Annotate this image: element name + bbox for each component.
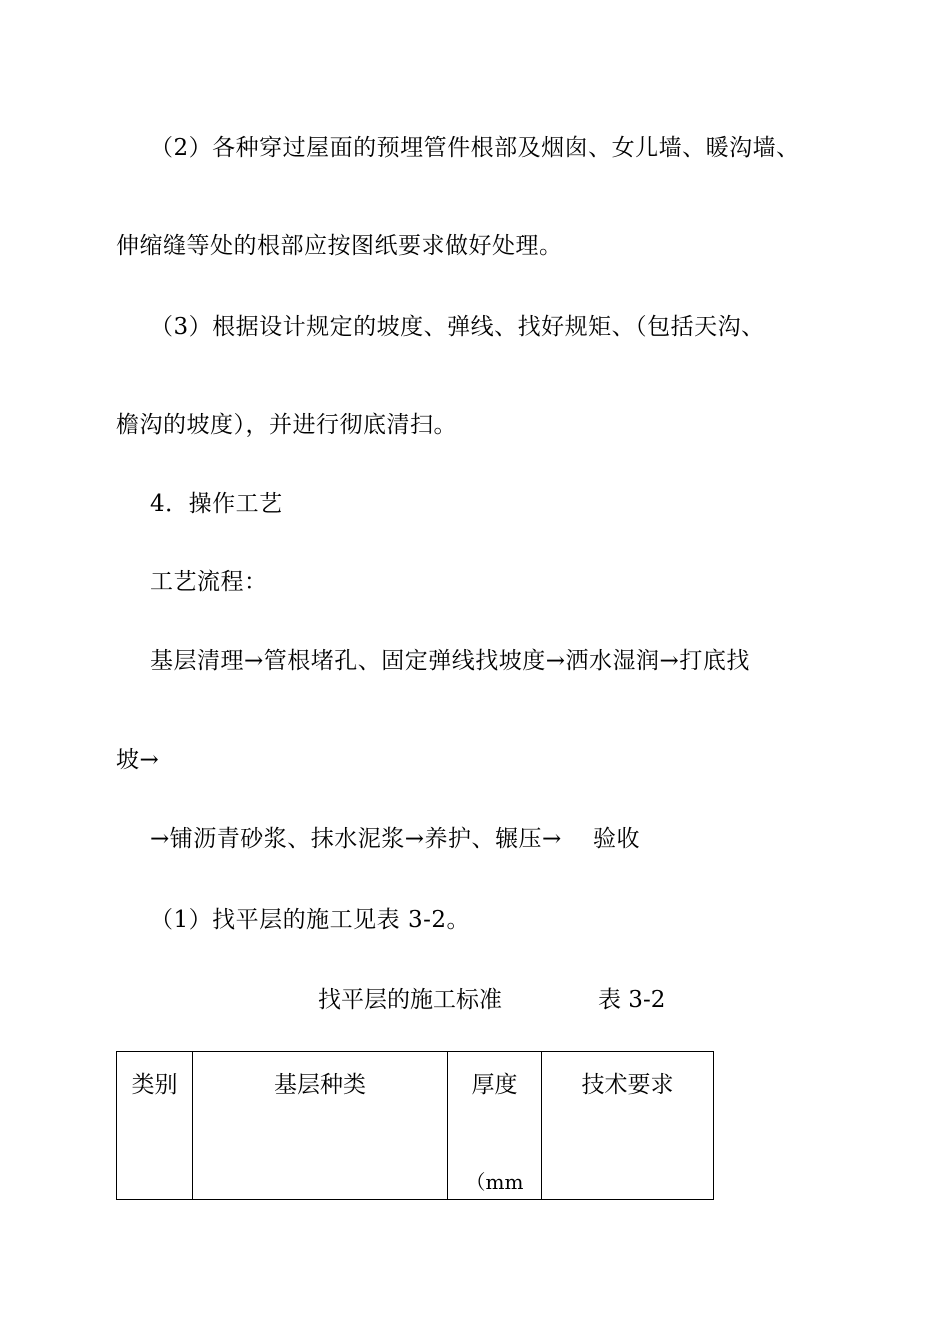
table-caption-number: 表 3-2	[598, 987, 666, 1013]
paragraph-table-reference: （1）找平层的施工见表 3-2。	[150, 907, 470, 933]
paragraph-slope-line2: 檐沟的坡度），并进行彻底清扫。	[116, 412, 457, 438]
process-flow-line3: →铺沥青砂浆、抹水泥浆→养护、辗压→ 验收	[150, 826, 641, 852]
paragraph-slope-line1: （3）根据设计规定的坡度、弹线、找好规矩、（包括天沟、	[150, 314, 765, 340]
section-heading-operation-process: 4．操作工艺	[150, 491, 283, 517]
process-flow-line1: 基层清理→管根堵孔、固定弹线找坡度→洒水湿润→打底找	[150, 648, 750, 674]
table-caption-title: 找平层的施工标准	[318, 987, 502, 1013]
header-base-type: 基层种类	[193, 1052, 448, 1200]
table-header-row	[117, 1052, 714, 1200]
header-thickness-unit: （mm	[465, 1170, 524, 1194]
header-thickness	[448, 1052, 542, 1200]
process-flow-line2: 坡→	[116, 747, 160, 773]
leveling-layer-standard-table	[116, 1051, 714, 1200]
header-thickness-label: 厚度	[471, 1072, 518, 1098]
paragraph-pipe-roots-line2: 伸缩缝等处的根部应按图纸要求做好处理。	[116, 233, 563, 259]
header-technical-requirements: 技术要求	[542, 1052, 714, 1200]
paragraph-pipe-roots-line1: （2）各种穿过屋面的预埋管件根部及烟囱、女儿墙、暖沟墙、	[150, 135, 800, 161]
header-category: 类别	[117, 1052, 193, 1200]
process-flow-label: 工艺流程：	[150, 569, 268, 595]
